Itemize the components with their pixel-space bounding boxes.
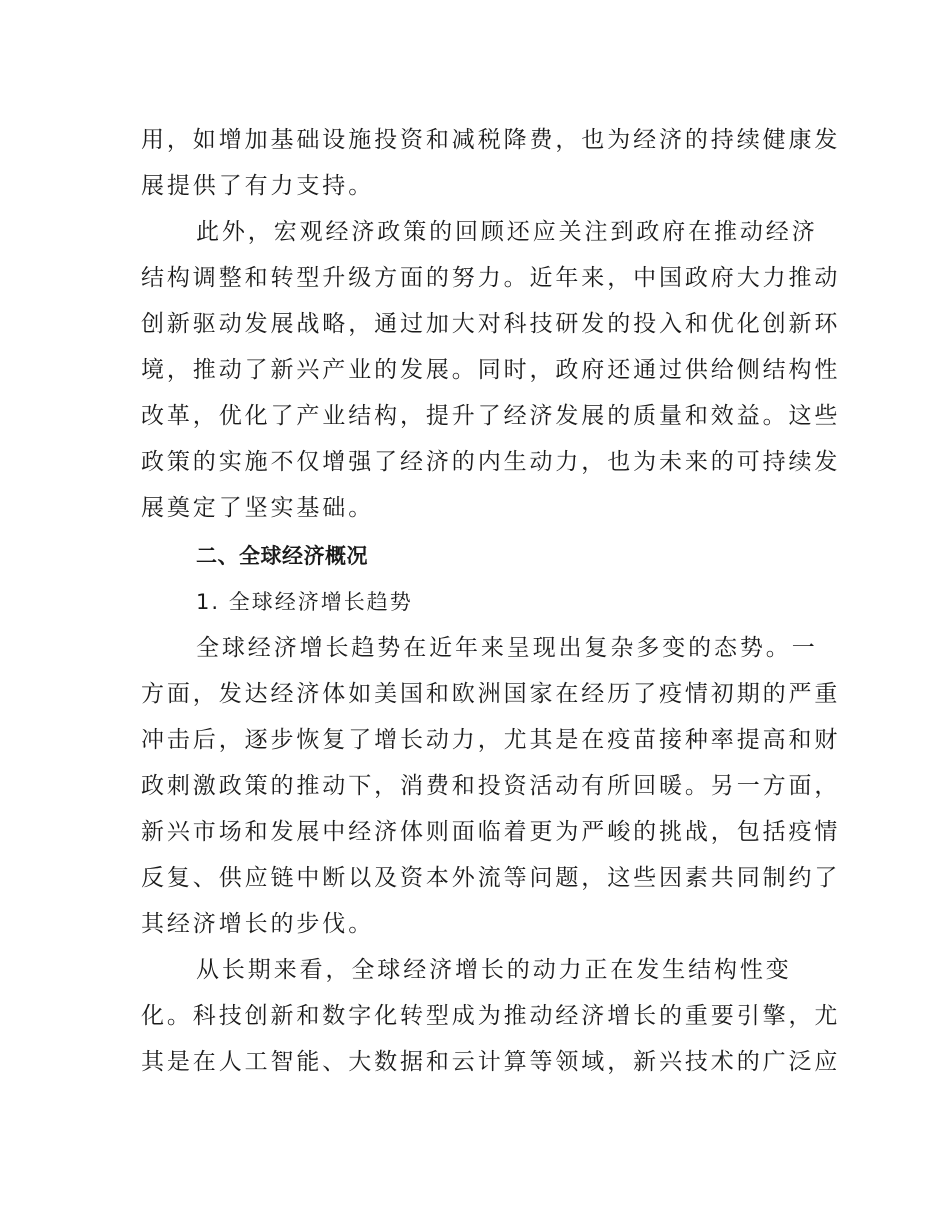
paragraph-line: 境，推动了新兴产业的发展。同时，政府还通过供给侧结构性 bbox=[141, 357, 841, 383]
paragraph-line: 政刺激政策的推动下，消费和投资活动有所回暖。另一方面， bbox=[141, 773, 841, 799]
paragraph-line: 展提供了有力支持。 bbox=[141, 173, 375, 199]
paragraph-line: 其经济增长的步伐。 bbox=[141, 911, 375, 937]
paragraph-line: 方面，发达经济体如美国和欧洲国家在经历了疫情初期的严重 bbox=[141, 681, 841, 707]
paragraph-line: 用，如增加基础设施投资和减税降费，也为经济的持续健康发 bbox=[141, 127, 841, 153]
paragraph-line: 化。科技创新和数字化转型成为推动经济增长的重要引擎，尤 bbox=[141, 1003, 841, 1029]
paragraph-line: 其是在人工智能、大数据和云计算等领域，新兴技术的广泛应 bbox=[141, 1049, 841, 1075]
section-heading: 二、全球经济概况 bbox=[196, 544, 368, 568]
paragraph-line: 结构调整和转型升级方面的努力。近年来，中国政府大力推动 bbox=[141, 265, 841, 291]
paragraph-line: 创新驱动发展战略，通过加大对科技研发的投入和优化创新环 bbox=[141, 311, 841, 337]
paragraph-line: 冲击后，逐步恢复了增长动力，尤其是在疫苗接种率提高和财 bbox=[141, 727, 841, 753]
paragraph-line: 全球经济增长趋势在近年来呈现出复杂多变的态势。一 bbox=[196, 635, 818, 661]
paragraph-line: 展奠定了坚实基础。 bbox=[141, 495, 375, 521]
paragraph-line: 改革，优化了产业结构，提升了经济发展的质量和效益。这些 bbox=[141, 403, 841, 429]
paragraph-line: 新兴市场和发展中经济体则面临着更为严峻的挑战，包括疫情 bbox=[141, 819, 841, 845]
paragraph-line: 从长期来看，全球经济增长的动力正在发生结构性变 bbox=[196, 957, 792, 983]
paragraph-line: 反复、供应链中断以及资本外流等问题，这些因素共同制约了 bbox=[141, 865, 841, 891]
paragraph-line: 此外，宏观经济政策的回顾还应关注到政府在推动经济 bbox=[196, 219, 818, 245]
paragraph-line: 政策的实施不仅增强了经济的内生动力，也为未来的可持续发 bbox=[141, 449, 841, 475]
subsection-heading: 1. 全球经济增长趋势 bbox=[196, 590, 413, 614]
